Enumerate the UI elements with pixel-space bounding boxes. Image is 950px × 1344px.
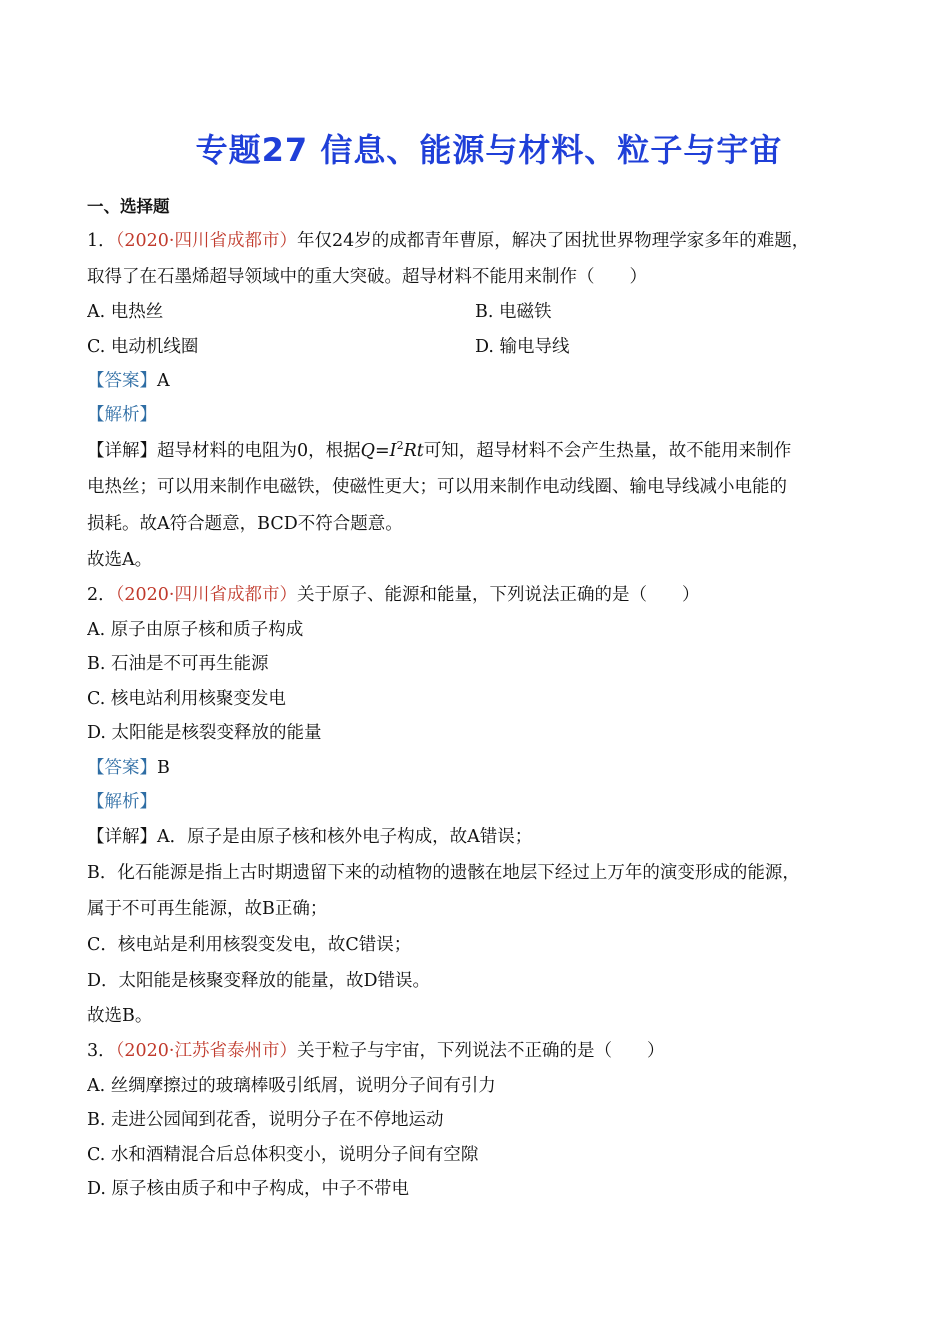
q1-option-b: B. 电磁铁 bbox=[475, 302, 552, 322]
question-text: 关于粒子与宇宙，下列说法不正确的是（ ） bbox=[297, 1041, 665, 1061]
answer-value: B bbox=[157, 758, 170, 778]
q3-option-b: B. 走进公园闻到花香，说明分子在不停地运动 bbox=[87, 1110, 444, 1130]
q3-option-c: C. 水和酒精混合后总体积变小，说明分子间有空隙 bbox=[87, 1145, 479, 1165]
q1-option-c: C. 电动机线圈 bbox=[87, 337, 199, 357]
formula-rt: Rt bbox=[403, 441, 424, 461]
section-heading: 一、选择题 bbox=[87, 197, 170, 216]
formula-eq: = bbox=[375, 441, 390, 461]
question-source: （2020·江苏省泰州市） bbox=[115, 1041, 297, 1061]
answer-tag: 【答案】 bbox=[87, 758, 157, 778]
q1-detail-line1 bbox=[87, 438, 887, 464]
q2-option-b: B. 石油是不可再生能源 bbox=[87, 654, 269, 674]
q1-option-a: A. 电热丝 bbox=[87, 302, 164, 322]
formula-sup: 2 bbox=[396, 439, 404, 453]
question-text: 年仅24岁的成都青年曹原，解决了困扰世界物理学家多年的难题， bbox=[297, 231, 810, 251]
question-1-stem-line2: 取得了在石墨烯超导领域中的重大突破。超导材料不能用来制作（ ） bbox=[87, 267, 647, 287]
question-1-stem bbox=[87, 228, 887, 254]
q2-detail-line3: 属于不可再生能源，故B正确； bbox=[87, 899, 328, 919]
q2-detail-line5: D．太阳能是核聚变释放的能量，故D错误。 bbox=[87, 971, 431, 991]
detail-text: A．原子是由原子核和核外电子构成，故A错误； bbox=[157, 827, 533, 847]
question-source: （2020·四川省成都市） bbox=[115, 585, 297, 605]
q3-option-d: D. 原子核由质子和中子构成，中子不带电 bbox=[87, 1179, 410, 1199]
question-2-stem bbox=[87, 582, 887, 608]
question-3-stem bbox=[87, 1038, 887, 1064]
q2-option-a: A. 原子由原子核和质子构成 bbox=[87, 620, 304, 640]
q1-analysis-tag: 【解析】 bbox=[87, 405, 157, 425]
answer-value: A bbox=[157, 371, 170, 391]
q2-choose: 故选B。 bbox=[87, 1006, 153, 1026]
q3-option-a: A. 丝绸摩擦过的玻璃棒吸引纸屑，说明分子间有引力 bbox=[87, 1076, 496, 1096]
q2-answer bbox=[87, 755, 887, 781]
q2-option-c: C. 核电站利用核聚变发电 bbox=[87, 689, 286, 709]
q1-option-d: D. 输电导线 bbox=[475, 337, 570, 357]
detail-tag: 【详解】 bbox=[87, 441, 157, 461]
question-source: （2020·四川省成都市） bbox=[115, 231, 297, 251]
question-text: 关于原子、能源和能量，下列说法正确的是（ ） bbox=[297, 585, 700, 605]
question-number: 1． bbox=[87, 231, 116, 251]
q1-detail-line2: 电热丝；可以用来制作电磁铁，使磁性更大；可以用来制作电动线圈、输电导线减小电能的 bbox=[87, 477, 787, 497]
q1-answer bbox=[87, 368, 887, 394]
q1-detail-line3: 损耗。故A符合题意，BCD不符合题意。 bbox=[87, 514, 403, 534]
detail-tag: 【详解】 bbox=[87, 827, 157, 847]
formula-q: Q bbox=[360, 441, 375, 461]
q2-option-d: D. 太阳能是核裂变释放的能量 bbox=[87, 723, 322, 743]
page-title: 专题27 信息、能源与材料、粒子与宇宙 bbox=[195, 131, 783, 169]
detail-text: 超导材料的电阻为0，根据 bbox=[157, 441, 361, 461]
q2-detail-line4: C．核电站是利用核裂变发电，故C错误； bbox=[87, 935, 412, 955]
detail-text-post: 可知，超导材料不会产生热量，故不能用来制作 bbox=[423, 441, 792, 461]
q1-choose: 故选A。 bbox=[87, 550, 153, 570]
question-number: 2． bbox=[87, 585, 116, 605]
formula-i: I bbox=[389, 441, 397, 461]
q2-analysis-tag: 【解析】 bbox=[87, 792, 157, 812]
q2-detail-line2: B．化石能源是指上古时期遗留下来的动植物的遗骸在地层下经过上万年的演变形成的能源， bbox=[87, 863, 800, 883]
answer-tag: 【答案】 bbox=[87, 371, 157, 391]
q2-detail-line1 bbox=[87, 824, 887, 850]
question-number: 3． bbox=[87, 1041, 116, 1061]
